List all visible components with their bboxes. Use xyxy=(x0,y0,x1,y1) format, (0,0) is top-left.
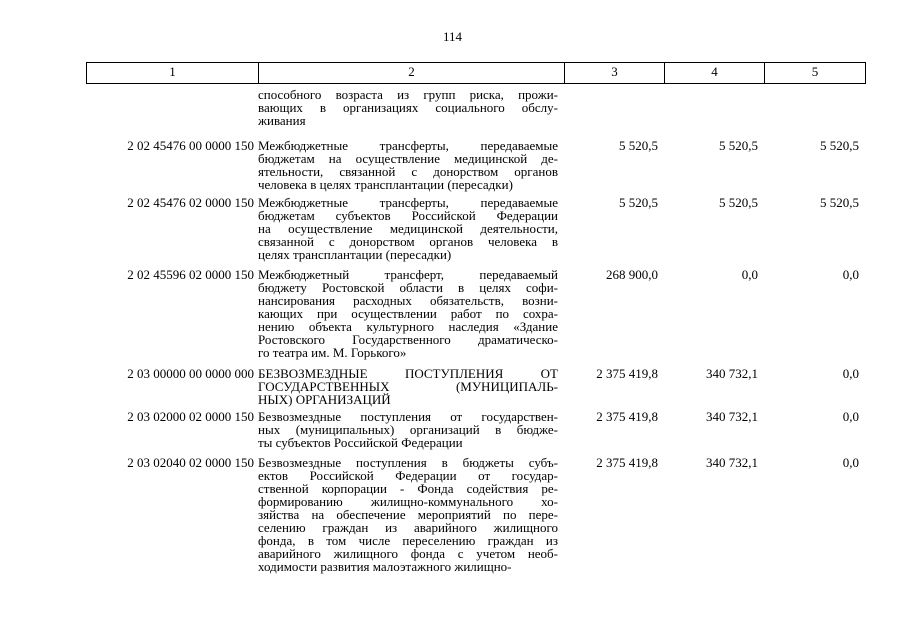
row-value-col-4: 0,0 xyxy=(741,267,758,282)
description-line: живания xyxy=(258,113,306,128)
row-value-col-4: 340 732,1 xyxy=(706,455,758,470)
description-line: Ростовского Государственного драматическо- xyxy=(258,332,558,347)
row-description xyxy=(258,367,558,406)
description-line: Безвозмездные поступления от государствен- xyxy=(258,409,558,424)
description-line: способного возраста из групп риска, прожи- xyxy=(258,87,558,102)
row-description xyxy=(258,456,558,573)
row-value-col-5: 0,0 xyxy=(842,455,859,470)
description-line: ходимости развития малоэтажного жилищно- xyxy=(258,559,512,574)
description-line: формированию жилищно-коммунального хо- xyxy=(258,494,558,509)
description-line: ГОСУДАРСТВЕННЫХ (МУНИЦИПАЛЬ- xyxy=(258,379,558,394)
row-description xyxy=(258,410,558,449)
description-line: Межбюджетные трансферты, передаваемые xyxy=(258,138,558,153)
row-code: 2 02 45476 02 0000 150 xyxy=(127,195,254,210)
row-code: 2 03 00000 00 0000 000 xyxy=(127,366,254,381)
description-line: Межбюджетные трансферты, передаваемые xyxy=(258,195,558,210)
header-border xyxy=(86,62,866,84)
description-line: ектов Российской Федерации от государ- xyxy=(258,468,558,483)
row-value-col-3: 2 375 419,8 xyxy=(596,366,658,381)
description-line: зяйства на обеспечение мероприятий по пере- xyxy=(258,507,558,522)
description-line: Безвозмездные поступления в бюджеты субъ- xyxy=(258,455,558,470)
row-value-col-3: 2 375 419,8 xyxy=(596,455,658,470)
row-code: 2 02 45476 00 0000 150 xyxy=(127,138,254,153)
header-col-2: 2 xyxy=(258,62,564,84)
description-line: ты субъектов Российской Федерации xyxy=(258,435,463,450)
description-line: кающих при осуществлении работ по сохра- xyxy=(258,306,558,321)
row-value-col-4: 5 520,5 xyxy=(719,195,758,210)
row-value-col-5: 5 520,5 xyxy=(820,138,859,153)
description-line: БЕЗВОЗМЕЗДНЫЕ ПОСТУПЛЕНИЯ ОТ xyxy=(258,366,558,381)
description-line: ных (муниципальных) организаций в бюдже- xyxy=(258,422,558,437)
description-line: ятельности, связанной с донорством органов xyxy=(258,164,558,179)
row-value-col-5: 5 520,5 xyxy=(820,195,859,210)
description-line: бюджетам на осуществление медицинской де- xyxy=(258,151,558,166)
row-value-col-5: 0,0 xyxy=(842,409,859,424)
description-line: фонда, в том числе переселению граждан из xyxy=(258,533,558,548)
description-line: бюджетам субъектов Российской Федерации xyxy=(258,208,558,223)
row-value-col-5: 0,0 xyxy=(842,366,859,381)
row-value-col-5: 0,0 xyxy=(842,267,859,282)
row-description xyxy=(258,88,558,127)
description-line: Межбюджетный трансферт, передаваемый xyxy=(258,267,558,282)
row-description xyxy=(258,196,558,261)
header-col-1: 1 xyxy=(86,62,258,84)
page-number: 114 xyxy=(442,29,463,44)
description-line: селению граждан из аварийного жилищного xyxy=(258,520,558,535)
row-value-col-4: 340 732,1 xyxy=(706,409,758,424)
description-line: аварийного жилищного фонда с учетом необ- xyxy=(258,546,558,561)
row-code: 2 03 02000 02 0000 150 xyxy=(127,409,254,424)
row-value-col-4: 340 732,1 xyxy=(706,366,758,381)
description-line: го театра им. М. Горького» xyxy=(258,345,407,360)
row-value-col-3: 268 900,0 xyxy=(606,267,658,282)
row-code: 2 02 45596 02 0000 150 xyxy=(127,267,254,282)
row-value-col-4: 5 520,5 xyxy=(719,138,758,153)
description-line: на осуществление медицинской деятельности, xyxy=(258,221,558,236)
description-line: нению объекта культурного наследия «Здание xyxy=(258,319,558,334)
description-line: бюджету Ростовской области в целях софи- xyxy=(258,280,558,295)
row-description xyxy=(258,268,558,359)
row-value-col-3: 2 375 419,8 xyxy=(596,409,658,424)
description-line: НЫХ) ОРГАНИЗАЦИЙ xyxy=(258,392,391,407)
description-line: вающих в организациях социального обслу- xyxy=(258,100,558,115)
description-line: связанной с донорством органов человека в xyxy=(258,234,558,249)
description-line: ственной корпорации - Фонда содействия ре- xyxy=(258,481,558,496)
description-line: нансирования расходных обязательств, возни- xyxy=(258,293,558,308)
row-value-col-3: 5 520,5 xyxy=(619,138,658,153)
header-col-3: 3 xyxy=(564,62,664,84)
header-col-5: 5 xyxy=(764,62,866,84)
row-description xyxy=(258,139,558,191)
row-value-col-3: 5 520,5 xyxy=(619,195,658,210)
description-line: целях трансплантации (пересадки) xyxy=(258,247,452,262)
row-code: 2 03 02040 02 0000 150 xyxy=(127,455,254,470)
header-col-4: 4 xyxy=(664,62,764,84)
description-line: человека в целях трансплантации (пересадки) xyxy=(258,177,513,192)
